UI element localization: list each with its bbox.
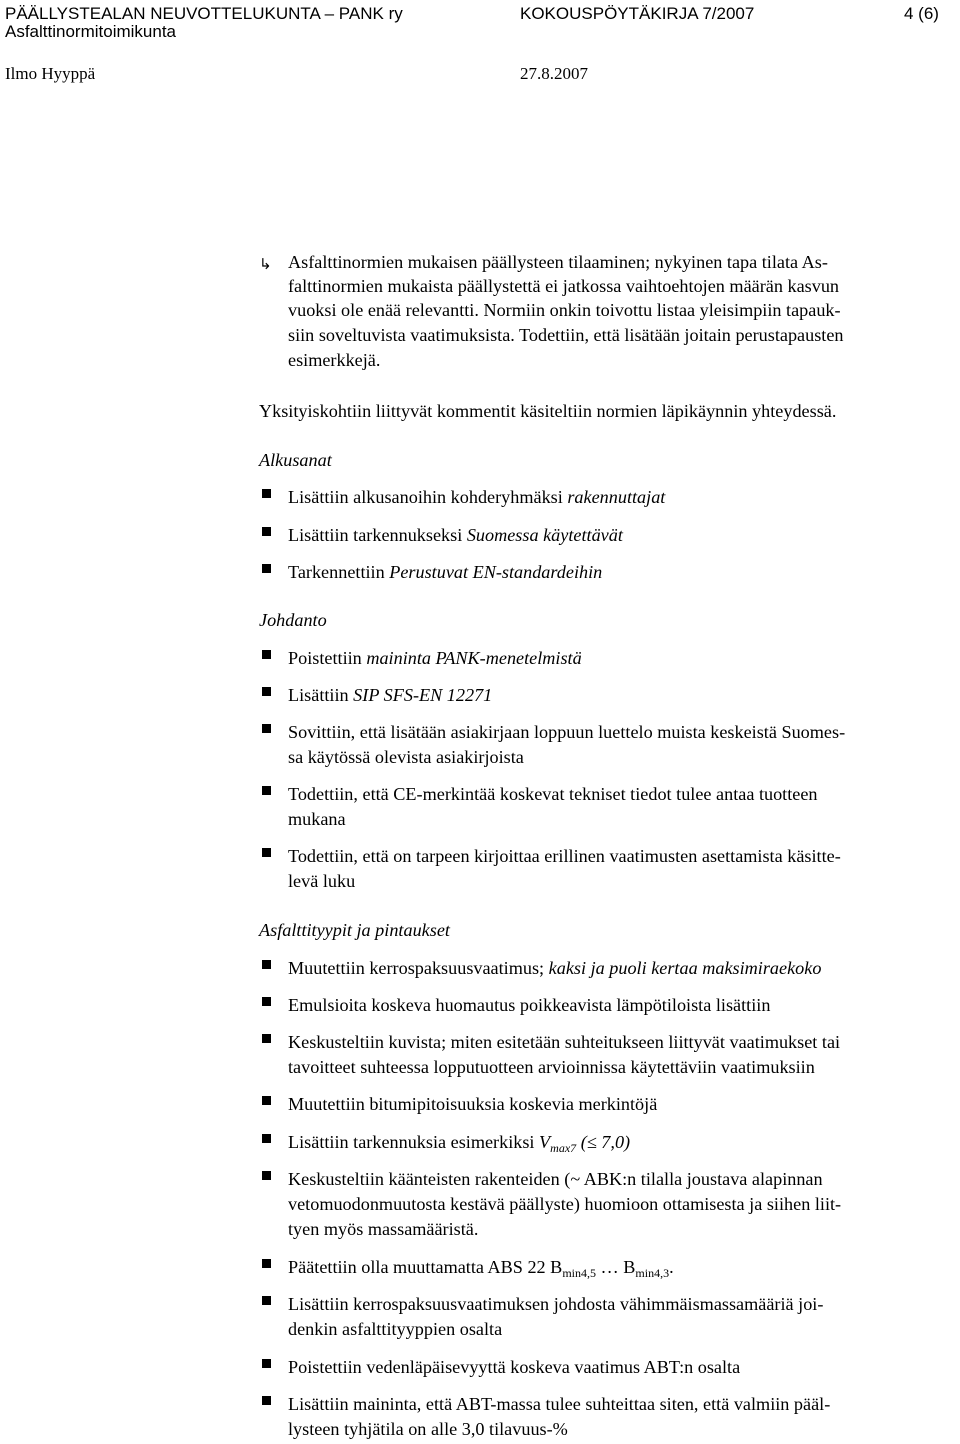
list-item-line: Lisättiin kerrospaksuusvaatimuksen johdosta vähimmäismassamääriä joi-	[288, 1294, 824, 1314]
bullet-icon	[262, 1259, 271, 1268]
list-item-line: Sovittiin, että lisätään asiakirjaan loppuun luettelo muista keskeistä Suomes-	[288, 722, 846, 742]
list-item: Tarkennettiin Perustuvat EN-standardeihin	[288, 562, 603, 582]
list-item-line: Emulsioita koskeva huomautus poikkeavista lämpötiloista lisättiin	[288, 995, 771, 1015]
list-item-line: Muutettiin bitumipitoisuuksia koskevia merkintöjä	[288, 1094, 658, 1114]
page-header	[0, 0, 960, 90]
bullet-icon	[262, 1296, 271, 1305]
bullet-icon	[262, 1359, 271, 1368]
intro-line-4: siin soveltuvista vaatimuksista. Todettiin, että lisätään joitain perustapausten	[288, 325, 844, 345]
bullet-icon	[262, 1034, 271, 1043]
list-item-line: Lisättiin maininta, että ABT-massa tulee suhteittaa siten, että valmiin pääl-	[288, 1394, 831, 1414]
list-item-line: tyen myös massamääristä.	[288, 1219, 479, 1239]
list-item-line: Poistettiin vedenläpäisevyyttä koskeva vaatimus ABT:n osalta	[288, 1357, 741, 1377]
document-title: KOKOUSPÖYTÄKIRJA 7/2007	[520, 4, 755, 23]
bullet-icon	[262, 1171, 271, 1180]
list-item-line: Todettiin, että on tarpeen kirjoittaa erillinen vaatimusten asettamista käsitte-	[288, 846, 841, 866]
list-item: Lisättiin tarkennuksia esimerkiksi $V_{max7}$ (≤ 7,0)	[288, 1132, 631, 1155]
bullet-icon	[262, 997, 271, 1006]
section-heading-asfalttityypit: Asfalttityypit ja pintaukset	[259, 920, 450, 940]
bullet-icon	[262, 527, 271, 536]
bullet-icon	[262, 650, 271, 659]
bullet-icon	[262, 960, 271, 969]
section-heading-johdanto: Johdanto	[259, 610, 327, 630]
list-item-line: sa käytössä olevista asiakirjoista	[288, 747, 524, 767]
document-date: 27.8.2007	[520, 64, 588, 83]
list-item-line: vetomuodonmuutosta kestävä päällyste) huomioon ottamisesta ja siihen liit-	[288, 1194, 842, 1214]
bullet-icon	[262, 564, 271, 573]
list-item-line: levä luku	[288, 871, 356, 891]
intro-line-2: falttinormien mukaista päällystettä ei jatkossa vaihtoehtojen määrän kasvun	[288, 276, 840, 296]
return-arrow-icon: ↳	[259, 255, 272, 273]
list-item-line: denkin asfalttityyppien osalta	[288, 1319, 503, 1339]
list-item-line: Todettiin, että CE-merkintää koskevat tekniset tiedot tulee antaa tuotteen	[288, 784, 818, 804]
bullet-icon	[262, 1396, 271, 1405]
list-item: Muutettiin kerrospaksuusvaatimus; kaksi ja puoli kertaa maksimiraekoko	[288, 958, 822, 978]
department-name: Asfalttinormitoimikunta	[5, 22, 177, 41]
bullet-icon	[262, 1096, 271, 1105]
bullet-icon	[262, 848, 271, 857]
page-number: 4 (6)	[904, 4, 939, 23]
organization-name: PÄÄLLYSTEALAN NEUVOTTELUKUNTA – PANK ry	[5, 4, 403, 23]
intro-note: Yksityiskohtiin liittyvät kommentit käsiteltiin normien läpikäynnin yhteydessä.	[259, 401, 837, 421]
bullet-icon	[262, 786, 271, 795]
bullet-icon	[262, 1134, 271, 1143]
bullet-icon	[262, 489, 271, 498]
list-item: Poistettiin maininta PANK-menetelmistä	[288, 648, 582, 668]
list-item-line: Keskusteltiin käänteisten rakenteiden (~ ABK:n tilalla joustava alapinnan	[288, 1169, 823, 1189]
list-item-line: lysteen tyhjätila on alle 3,0 tilavuus-%	[288, 1419, 568, 1439]
author-name: Ilmo Hyyppä	[5, 64, 96, 83]
intro-line-3: vuoksi ole enää relevantti. Normiin onkin toivottu listaa yleisimpiin tapauk-	[288, 300, 841, 320]
list-item-line: tavoitteet suhteessa lopputuotteen arvioinnissa käytettäviin vaatimuksiin	[288, 1057, 815, 1077]
bullet-icon	[262, 724, 271, 733]
list-item: Lisättiin alkusanoihin kohderyhmäksi rakennuttajat	[288, 487, 666, 507]
bullet-icon	[262, 687, 271, 696]
list-item-line: Keskusteltiin kuvista; miten esitetään suhteitukseen liittyvät vaatimukset tai	[288, 1032, 841, 1052]
list-item: Lisättiin SIP SFS-EN 12271	[288, 685, 493, 705]
intro-line-1: Asfalttinormien mukaisen päällysteen tilaaminen; nykyinen tapa tilata As-	[288, 252, 828, 272]
list-item: Lisättiin tarkennukseksi Suomessa käytettävät	[288, 525, 623, 545]
intro-line-5: esimerkkejä.	[288, 350, 381, 370]
section-heading-alkusanat: Alkusanat	[259, 450, 332, 470]
list-item-line: mukana	[288, 809, 346, 829]
list-item: Päätettiin olla muuttamatta ABS 22 $B_{min4,5}$ … $B_{min4,3}$.	[288, 1257, 674, 1280]
